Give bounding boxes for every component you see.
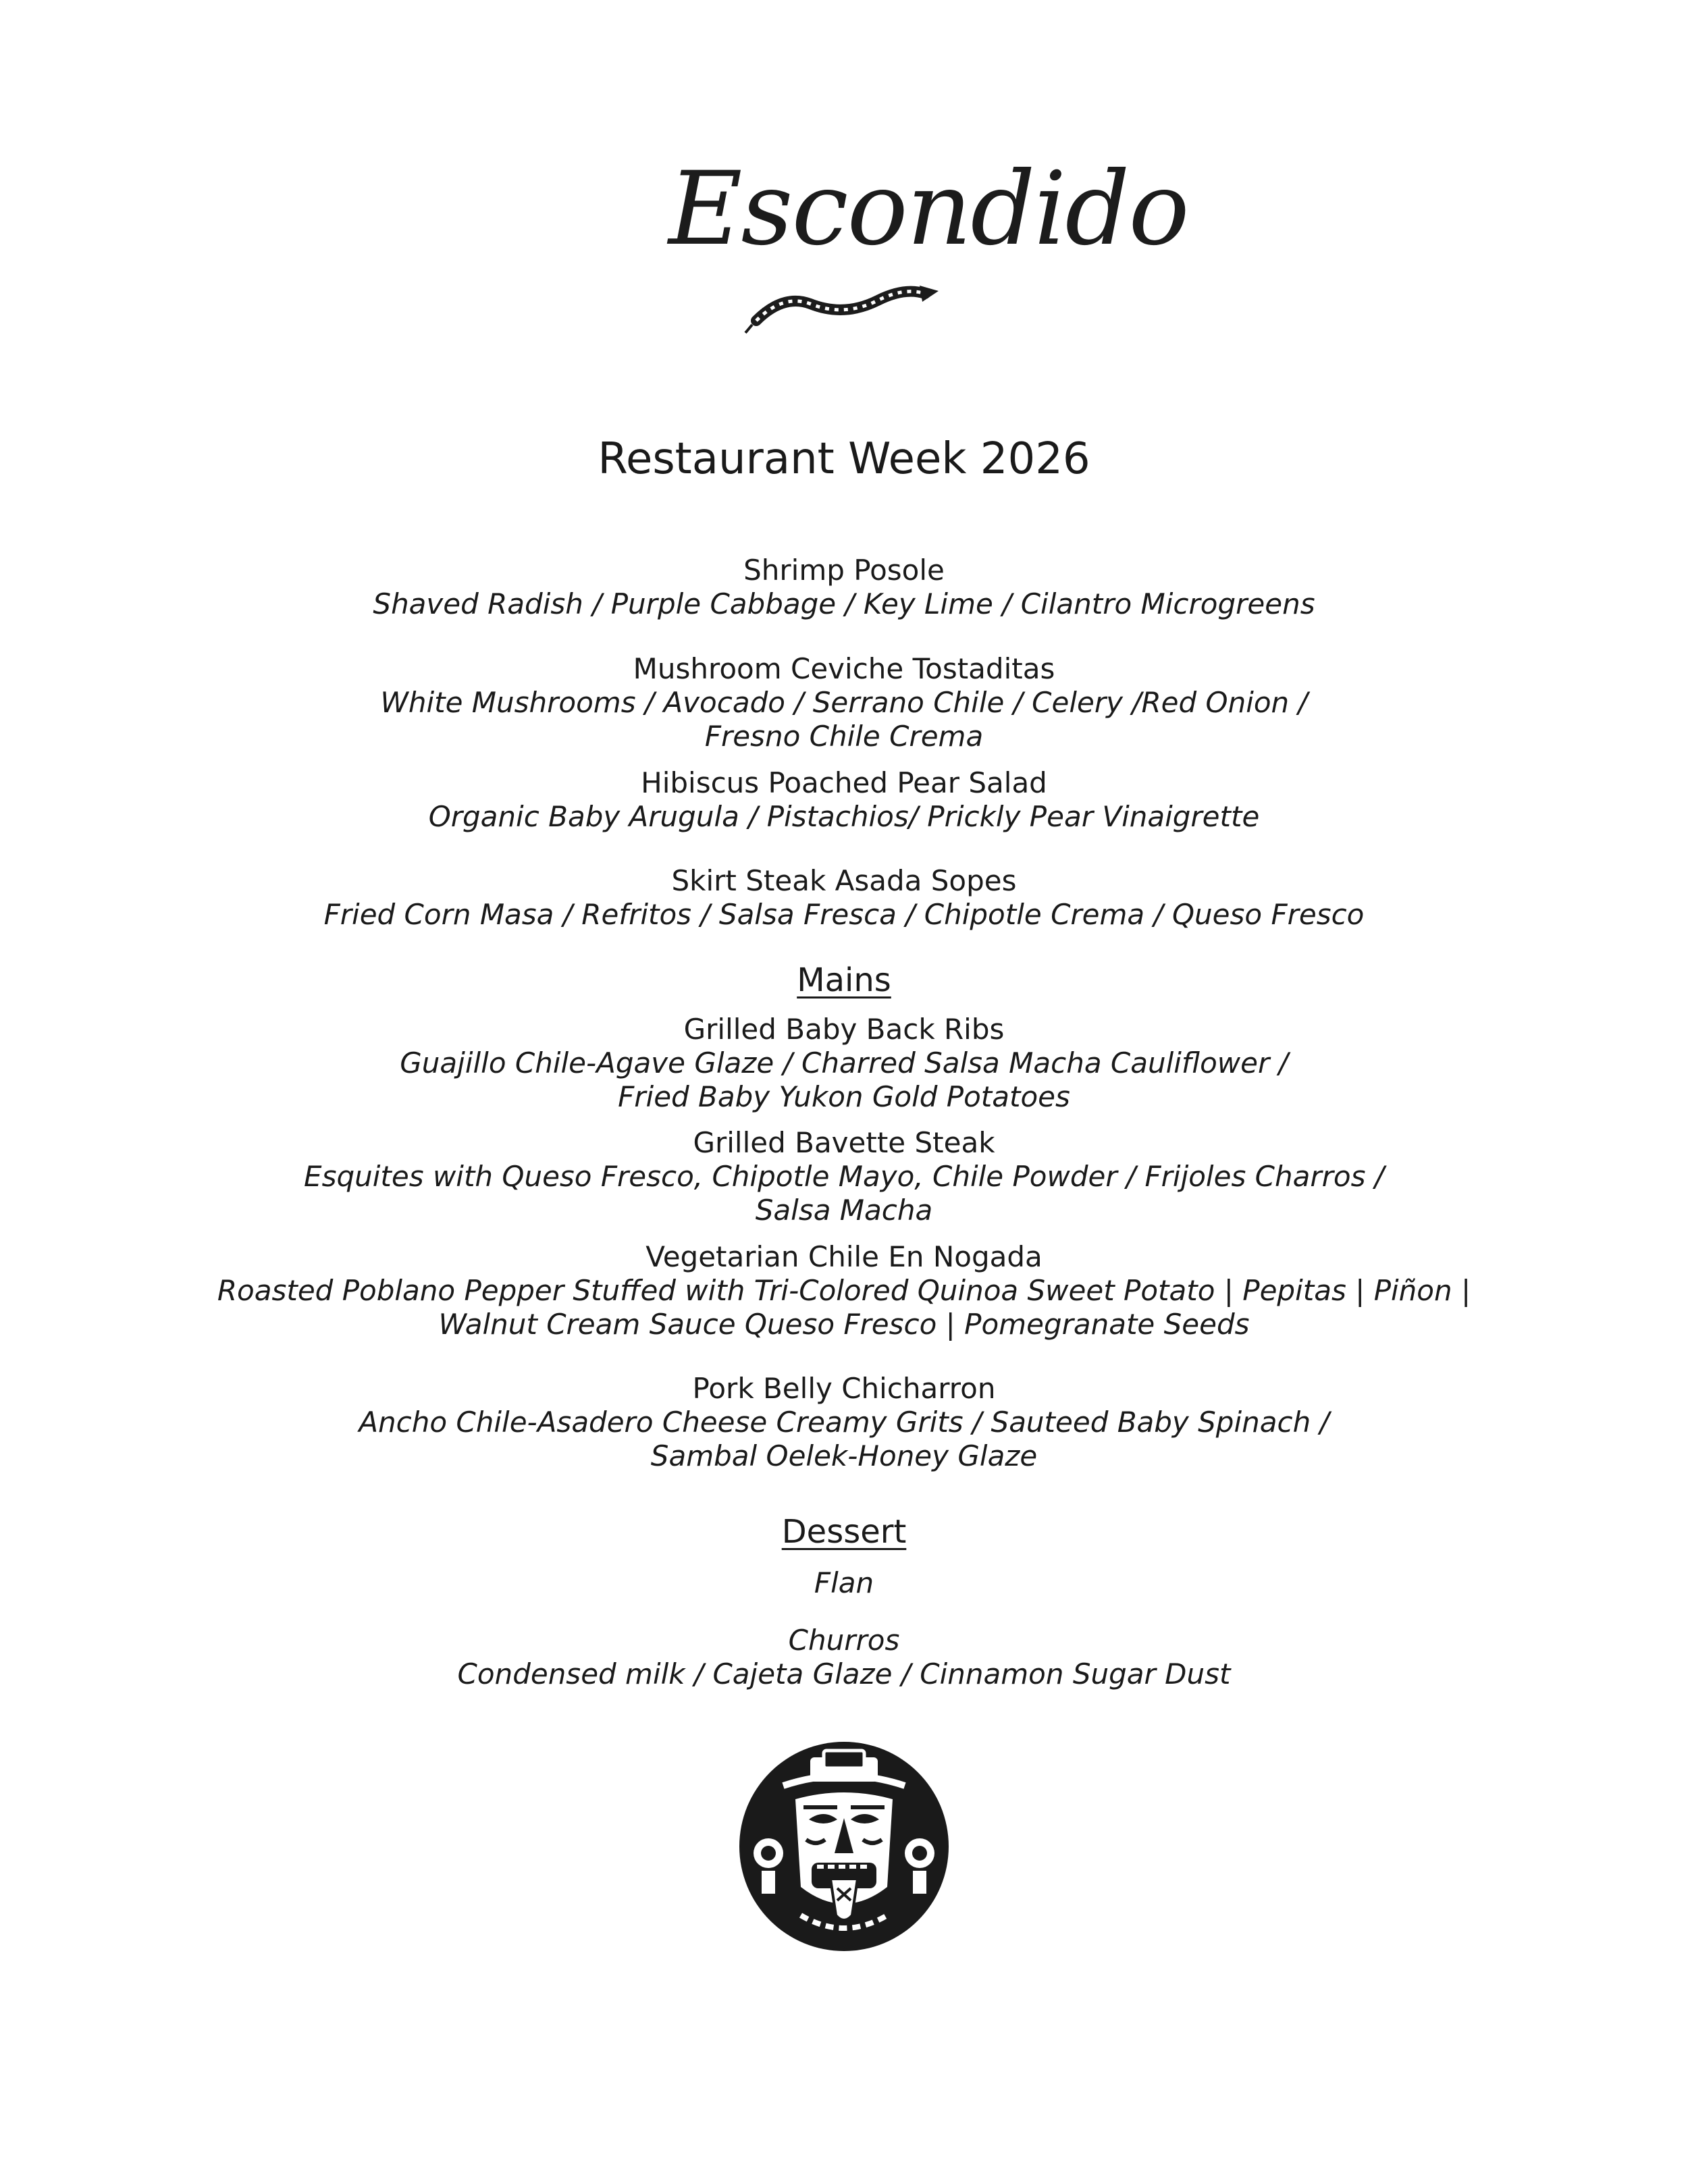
- dish-description: Fried Baby Yukon Gold Potatoes: [618, 1080, 1070, 1113]
- dish-name: Mushroom Ceviche Tostaditas: [633, 652, 1055, 685]
- dish-name: Skirt Steak Asada Sopes: [671, 864, 1017, 897]
- section-heading-mains: [0, 961, 1688, 1000]
- serpent-icon: [743, 267, 945, 334]
- section-heading-dessert: [0, 1512, 1688, 1551]
- dish-description: Shaved Radish / Purple Cabbage / Key Lime / Cilantro Microgreens: [373, 587, 1315, 620]
- dish-name: Flan: [814, 1566, 874, 1599]
- aztec-mask-icon: [736, 1738, 952, 1954]
- dish-name: Hibiscus Poached Pear Salad: [641, 766, 1047, 799]
- dish-description: Fried Corn Masa / Refritos / Salsa Fresca / Chipotle Crema / Queso Fresco: [323, 898, 1365, 931]
- dish-name: Grilled Bavette Steak: [693, 1126, 995, 1159]
- dish-description: Organic Baby Arugula / Pistachios/ Prickly Pear Vinaigrette: [428, 800, 1260, 833]
- dish-description: Fresno Chile Crema: [704, 720, 984, 753]
- page-title: Restaurant Week 2026: [598, 434, 1090, 484]
- restaurant-logo: [668, 145, 1188, 334]
- dish-description: Salsa Macha: [755, 1194, 933, 1227]
- dish-description: Guajillo Chile-Agave Glaze / Charred Salsa Macha Cauliflower /: [400, 1046, 1288, 1080]
- dish-description: Condensed milk / Cajeta Glaze / Cinnamon Sugar Dust: [457, 1657, 1231, 1690]
- dish-name: Churros: [788, 1624, 900, 1657]
- dish-description: Walnut Cream Sauce Queso Fresco | Pomegranate Seeds: [438, 1308, 1250, 1341]
- dish-name: Vegetarian Chile En Nogada: [645, 1240, 1043, 1273]
- dish-description: White Mushrooms / Avocado / Serrano Chile / Celery /Red Onion /: [380, 686, 1308, 719]
- dish-name: Grilled Baby Back Ribs: [683, 1013, 1005, 1046]
- logo-wordmark: Escondido: [668, 151, 1188, 268]
- mains-heading-label: Mains: [797, 961, 891, 999]
- dish-description: Ancho Chile-Asadero Cheese Creamy Grits / Sauteed Baby Spinach /: [359, 1406, 1329, 1439]
- dish-description: Roasted Poblano Pepper Stuffed with Tri-Colored Quinoa Sweet Potato | Pepitas | Piñon |: [217, 1274, 1471, 1307]
- dessert-heading-label: Dessert: [781, 1513, 907, 1551]
- dish-name: Pork Belly Chicharron: [692, 1372, 996, 1405]
- dish-description: Sambal Oelek-Honey Glaze: [650, 1439, 1038, 1472]
- dish-name: Shrimp Posole: [743, 554, 945, 587]
- dish-description: Esquites with Queso Fresco, Chipotle Mayo, Chile Powder / Frijoles Charros /: [304, 1160, 1384, 1193]
